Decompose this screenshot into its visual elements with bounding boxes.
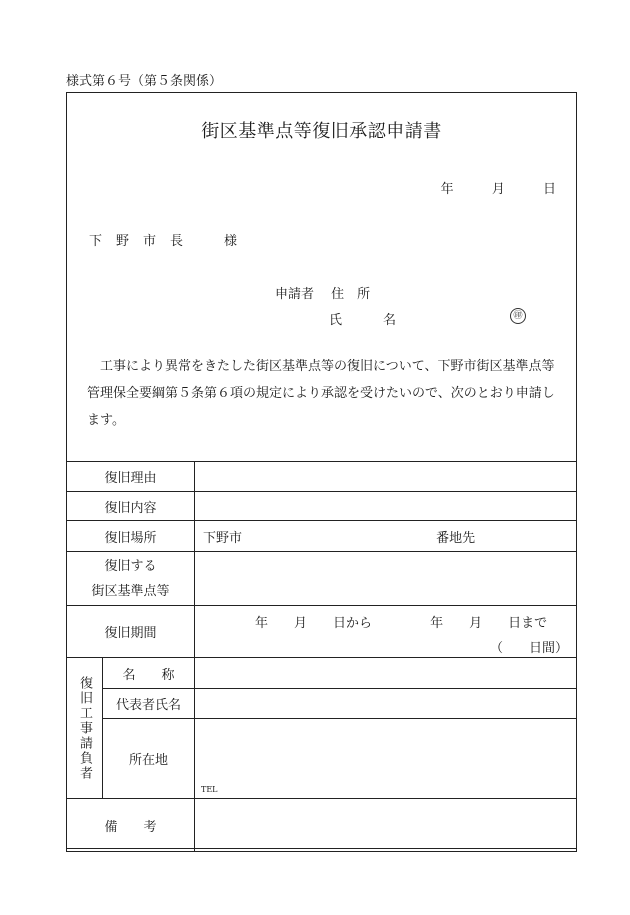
- content-field[interactable]: [195, 492, 577, 521]
- contractor-address-field[interactable]: [195, 719, 577, 799]
- date-row: [407, 178, 556, 197]
- period-days: （ 日間）: [489, 641, 568, 656]
- representative-field[interactable]: [195, 689, 577, 719]
- representative-label: 代表者氏名: [103, 689, 195, 719]
- applicant-address: [275, 283, 370, 302]
- period-field[interactable]: [195, 606, 577, 658]
- tel-label: TEL: [201, 785, 218, 794]
- period-label: 復旧期間: [67, 606, 195, 658]
- location-suffix: 番地先: [436, 530, 476, 546]
- points-field[interactable]: [195, 552, 577, 606]
- location-field[interactable]: [195, 521, 577, 552]
- contractor-name-field[interactable]: [195, 658, 577, 689]
- date-year: 年: [440, 182, 454, 197]
- applicant-name-label: 氏 名: [329, 313, 411, 328]
- address-label: 住 所: [331, 287, 371, 302]
- content-label: 復旧内容: [67, 492, 195, 521]
- body-text: 工事により異常をきたした街区基準点等の復旧について、下野市街区基準点等管理保全要綱第５条第６項の規定により承認を受けたいので、次のとおり申請します。: [87, 359, 555, 428]
- contractor-name-label: 名 称: [103, 658, 195, 689]
- date-day: 日: [542, 182, 556, 197]
- contractor-label: 復旧工事請負者: [67, 658, 103, 799]
- addressee: 下野市長 様: [89, 234, 252, 249]
- page-title: 街区基準点等復旧承認申請書: [201, 121, 442, 142]
- period-from: 年 月 日から: [255, 616, 373, 631]
- remarks-label: 備 考: [67, 799, 195, 852]
- reason-label: 復旧理由: [67, 462, 195, 492]
- points-label: 復旧する 街区基準点等: [67, 552, 195, 606]
- form-number: 様式第６号（第５条関係）: [66, 74, 223, 89]
- applicant-label: 申請者: [275, 287, 315, 302]
- details-table: [66, 461, 577, 852]
- location-city: 下野市: [203, 530, 243, 546]
- contractor-address-label: 所在地: [103, 719, 195, 799]
- remarks-field[interactable]: [195, 799, 577, 852]
- date-month: 月: [491, 182, 505, 197]
- reason-field[interactable]: [195, 462, 577, 492]
- location-label: 復旧場所: [67, 521, 195, 552]
- application-form: [66, 92, 577, 849]
- period-to: 年 月 日まで: [430, 616, 548, 631]
- seal-icon: ㊞: [510, 308, 526, 324]
